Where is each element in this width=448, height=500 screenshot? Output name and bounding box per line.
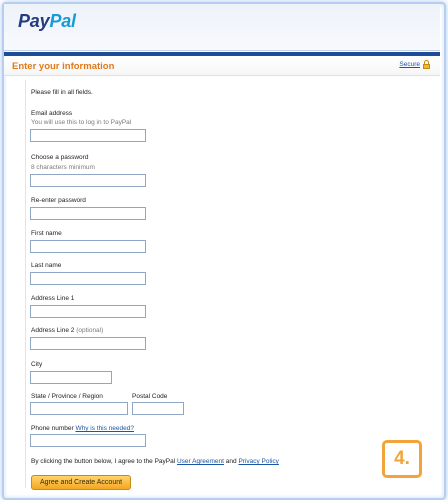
first-name-field[interactable]	[30, 240, 146, 253]
section-title: Enter your information	[12, 61, 115, 72]
logo-part-pal: Pal	[49, 11, 76, 31]
secure-link[interactable]: Secure	[399, 61, 420, 68]
email-field[interactable]	[30, 129, 146, 142]
agreement-text	[31, 458, 279, 465]
address-line1-label: Address Line 1	[31, 295, 75, 302]
phone-label-text: Phone number	[31, 425, 74, 432]
phone-label	[31, 425, 134, 432]
form-intro: Please fill in all fields.	[31, 89, 93, 96]
last-name-field[interactable]	[30, 272, 146, 285]
agreement-prefix: By clicking the button below, I agree to the PayPal	[31, 458, 176, 465]
header	[4, 4, 440, 51]
lock-icon	[423, 60, 430, 69]
section-header	[4, 57, 440, 76]
secure-link-group[interactable]	[399, 60, 430, 69]
city-label: City	[31, 361, 43, 368]
last-name-label: Last name	[31, 262, 62, 269]
agree-and-create-account-button[interactable]: Agree and Create Account	[31, 475, 131, 490]
email-label: Email address	[31, 110, 73, 117]
user-agreement-link[interactable]: User Agreement	[176, 458, 224, 465]
postal-code-label: Postal Code	[132, 393, 168, 400]
password-hint: 8 characters minimum	[31, 164, 95, 171]
reenter-password-field[interactable]	[30, 207, 146, 220]
privacy-policy-link[interactable]: Privacy Policy	[238, 458, 279, 465]
first-name-label: First name	[31, 230, 62, 237]
address-line2-label-text: Address Line 2	[31, 327, 75, 334]
address-line2-label	[31, 327, 103, 334]
city-field[interactable]	[30, 371, 112, 384]
password-label: Choose a password	[31, 154, 89, 161]
address-line2-field[interactable]	[30, 337, 146, 350]
postal-code-field[interactable]	[132, 402, 184, 415]
logo-part-pay: Pay	[18, 11, 50, 31]
optional-note: (optional)	[76, 327, 104, 334]
phone-field[interactable]	[30, 434, 146, 447]
why-needed-link[interactable]: Why is this needed?	[75, 425, 134, 432]
password-field[interactable]	[30, 174, 146, 187]
agreement-and: and	[225, 458, 237, 465]
reenter-password-label: Re-enter password	[31, 197, 86, 204]
signup-form	[25, 80, 426, 488]
email-hint: You will use this to log in to PayPal	[31, 119, 132, 126]
address-line1-field[interactable]	[30, 305, 146, 318]
step-number-badge: 4.	[382, 440, 422, 478]
paypal-logo	[18, 11, 76, 32]
state-field[interactable]	[30, 402, 128, 415]
header-accent-bar	[4, 52, 440, 56]
state-label: State / Province / Region	[31, 393, 103, 400]
